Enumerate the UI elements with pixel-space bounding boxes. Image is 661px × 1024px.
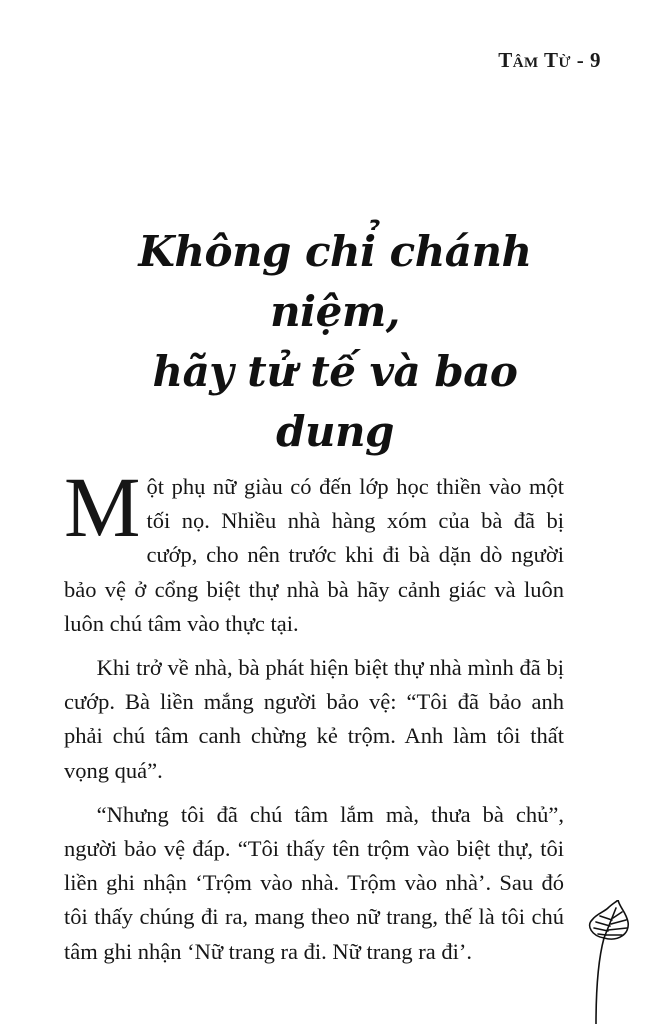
- leaf-icon: [582, 900, 642, 1024]
- body-text: [64, 459, 564, 979]
- running-head-text: Tâm Từ - 9: [498, 48, 601, 72]
- chapter-title-line-1: Không chỉ chánh niệm,: [138, 227, 532, 336]
- chapter-title: [100, 222, 570, 462]
- chapter-title-line-2: hãy tử tế và bao dung: [152, 347, 518, 456]
- paragraph-1-text: ột phụ nữ giàu có đến lớp học thiền vào một tối nọ. Nhiều nhà hàng xóm của bà đã bị cướp, cho nên trước khi đi bà dặn dò người bảo vệ ở cổng biệt thự nhà bà hãy cảnh giác và luôn luôn chú tâm vào thực tại.: [64, 474, 564, 636]
- drop-cap: M: [64, 459, 141, 555]
- paragraph-1: [64, 459, 564, 641]
- running-head: [498, 48, 601, 73]
- paragraph-2: Khi trở về nhà, bà phát hiện biệt thự nhà mình đã bị cướp. Bà liền mắng người bảo vệ: “Tôi đã bảo anh phải chú tâm canh chừng kẻ trộm. Anh làm tôi thất vọng quá”.: [64, 655, 564, 783]
- paragraph-3: “Nhưng tôi đã chú tâm lắm mà, thưa bà chủ”, người bảo vệ đáp. “Tôi thấy tên trộm vào biệt thự, tôi liền ghi nhận ‘Trộm vào nhà. Trộm vào nhà’. Sau đó tôi thấy chúng đi ra, mang theo nữ trang, thế là tôi chú tâm ghi nhận ‘Nữ trang ra đi. Nữ trang ra đi’.: [64, 801, 564, 964]
